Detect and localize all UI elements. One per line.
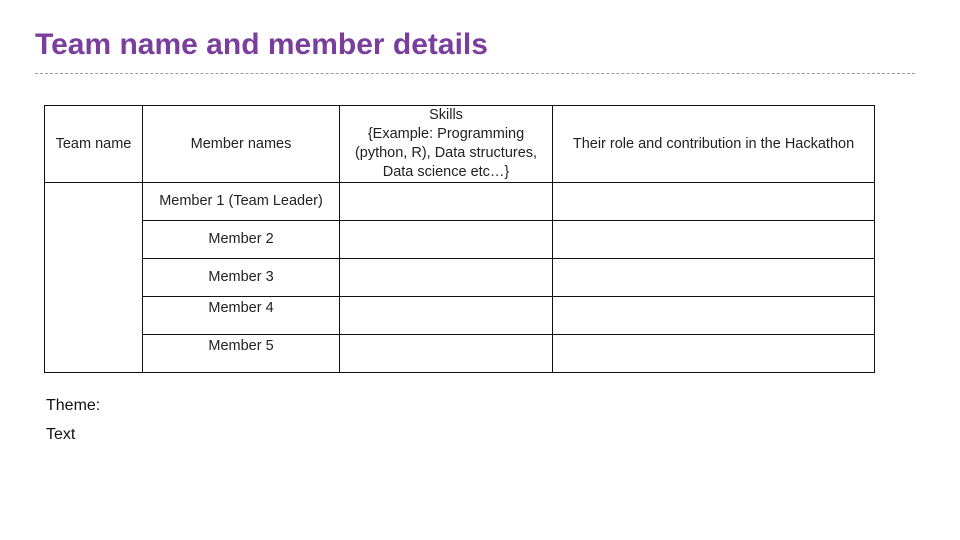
title-divider (35, 73, 915, 74)
role-cell[interactable] (553, 259, 875, 297)
header-skills-line: {Example: Programming (367, 126, 525, 142)
header-skills-line: (python, R), Data structures, (354, 145, 538, 161)
header-team-name: Team name (45, 106, 143, 183)
theme-label: Theme: (46, 397, 101, 414)
table-row (45, 335, 875, 373)
header-skills-line: Skills (429, 107, 463, 123)
table-row (45, 259, 875, 297)
table-row (45, 183, 875, 221)
page-title: Team name and member details (35, 28, 488, 61)
table-header-row (45, 106, 875, 183)
header-member-names: Member names (143, 106, 340, 183)
role-cell[interactable] (553, 335, 875, 373)
theme-text[interactable]: Text (46, 426, 76, 443)
header-skills (340, 106, 553, 183)
skills-cell[interactable] (340, 335, 553, 373)
skills-cell[interactable] (340, 297, 553, 335)
member-details-table (44, 105, 875, 373)
header-role: Their role and contribution in the Hackathon (553, 106, 875, 183)
table-row (45, 297, 875, 335)
table-row (45, 221, 875, 259)
skills-cell[interactable] (340, 183, 553, 221)
skills-cell[interactable] (340, 259, 553, 297)
member-name-cell[interactable]: Member 5 (143, 335, 340, 373)
team-name-cell[interactable] (45, 183, 143, 373)
member-name-cell[interactable]: Member 3 (143, 259, 340, 297)
member-name-cell[interactable]: Member 1 (Team Leader) (143, 183, 340, 221)
role-cell[interactable] (553, 221, 875, 259)
member-name-cell[interactable]: Member 2 (143, 221, 340, 259)
skills-cell[interactable] (340, 221, 553, 259)
role-cell[interactable] (553, 183, 875, 221)
role-cell[interactable] (553, 297, 875, 335)
member-name-cell[interactable]: Member 4 (143, 297, 340, 335)
header-skills-line: Data science etc…} (382, 164, 510, 180)
